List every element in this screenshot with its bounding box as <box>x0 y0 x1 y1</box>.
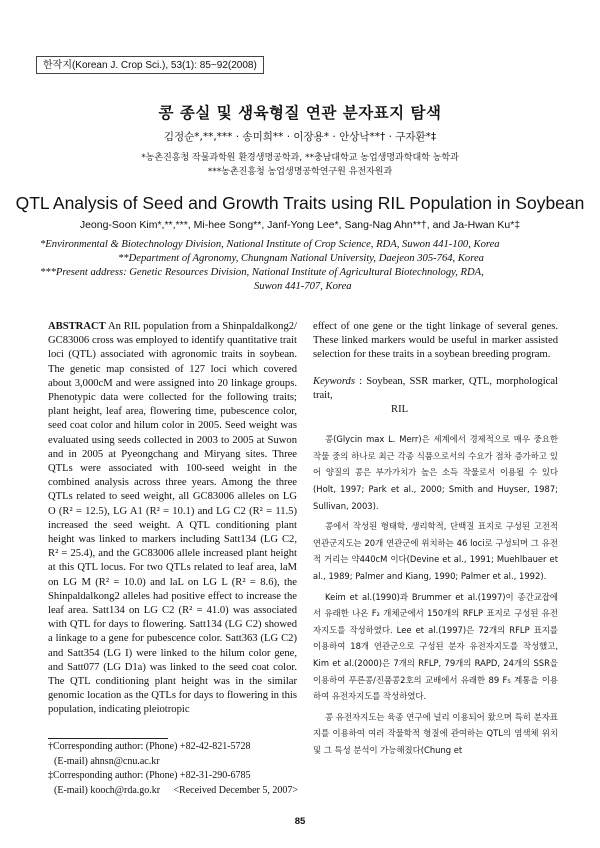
footnote-2: ‡Corresponding author: (Phone) +82-31-290-6785 <box>48 770 251 781</box>
english-affiliation-2: **Department of Agronomy, Chungnam National University, Daejeon 305-764, Korea <box>118 253 484 264</box>
footnote-1-email: (E-mail) ahnsn@cnu.ac.kr <box>54 755 160 767</box>
page-number: 85 <box>294 816 306 827</box>
received-date: <Received December 5, 2007> <box>173 784 298 796</box>
footnote-2-email: (E-mail) kooch@rda.go.kr <box>54 784 161 796</box>
korean-authors: 김정순*,**,*** · 송미희** · 이장용* · 안상낙**† · 구자환*‡ <box>163 131 437 143</box>
body-paragraph-2: 콩에서 작성된 형태학, 생리학적, 단백질 표지로 구성된 고전적 연관군지도는 20개 연관군에 위치하는 46 loci로 구성되며 그 유전적 거리는 약440cM 이다(Devine et al., 1991; Muehlbauer et al., 1989; Palmer and Kiang, 1990; Palmer et al., 1992). <box>313 521 558 581</box>
abstract-label: ABSTRACT <box>48 321 106 332</box>
keywords-label: Keywords <box>313 375 355 387</box>
body-paragraph-4: 콩 유전자지도는 육종 연구에 널리 이용되어 왔으며 특히 분자표지를 이용하여 여러 작물학적 형질에 관여하는 QTL의 염색체 위치 및 그 특성 분석이 가능해졌다(Chung et <box>313 711 558 755</box>
footnote-2-line <box>48 784 298 799</box>
keywords-text: : Soybean, SSR marker, QTL, morphological trait, <box>313 375 558 401</box>
english-affiliation-3: ***Present address: Genetic Resources Division, National Institute of Agricultural Biotechnology, RDA, <box>40 267 484 278</box>
korean-affiliation-2: ***농촌진흥청 농업생명공학연구원 유전자원과 <box>207 167 393 177</box>
footnote-1: †Corresponding author: (Phone) +82-42-821-5728 <box>48 741 251 752</box>
english-title: QTL Analysis of Seed and Growth Traits using RIL Population in Soybean <box>15 193 585 213</box>
korean-title: 콩 종실 및 생육형질 연관 분자표지 탐색 <box>158 104 442 122</box>
english-affiliation-1: *Environmental & Biotechnology Division, National Institute of Crop Science, RDA, Suwon 441-100, Korea <box>40 239 500 250</box>
abstract-column <box>48 320 297 718</box>
abstract-continued: effect of one gene or the tight linkage of several genes. These linked markers would be useful in marker assisted selection for these traits in a soybean breeding program. <box>313 321 558 361</box>
english-affiliation-3-cont: Suwon 441-707, Korea <box>254 281 352 292</box>
right-column <box>313 320 558 759</box>
keywords-line <box>313 375 558 403</box>
korean-affiliation-1: *농촌진흥청 작물과학원 환경생명공학과, **충남대학교 농업생명과학대학 농학과 <box>141 153 459 163</box>
body-paragraph-1: 콩(Glycin max L. Merr)은 세계에서 경제적으로 매우 중요한 작물 중의 하나로 최근 각종 식품으로서의 수요가 점차 증가하고 있어 양질의 콩은 부가가치가 높은 소득 작물로서 이용될 수 있다(Holt, 1997; Park et al., 2000; Smith and Huyser, 1987; Sullivan, 2003). <box>313 434 558 511</box>
keywords-text-cont: RIL <box>391 404 409 416</box>
body-paragraph-3: Keim et al.(1990)과 Brummer et al.(1997)이 종간교잡에서 유래한 나온 F₂ 개체군에서 150개의 RFLP 표지로 구성된 유전자지도를 작성하였다. Lee et al.(1997)은 72개의 RFLP 표지를 이용하여 18개 연관군으로 구성된 분자 유전자지도를 작성했고, Kim et al.(2000)은 7개의 RFLP, 79개의 RAPD, 24개의 SSR을 이용하여 푸른콩/진품콩2호의 교배에서 유래한 89 F₅ 계통을 이용하여 유전자지도를 작성하였다. <box>313 591 558 702</box>
english-authors: Jeong-Soon Kim*,**,***, Mi-hee Song**, Janf-Yong Lee*, Sang-Nag Ahn**†, and Ja-Hwan Ku*‡ <box>79 219 521 231</box>
journal-citation-badge: 한작지(Korean J. Crop Sci.), 53(1): 85~92(2008) <box>36 56 264 74</box>
footnotes <box>48 740 298 798</box>
footnote-divider <box>48 738 168 739</box>
abstract-text: An RIL population from a Shinpaldalkong2/ GC83006 cross was employed to identify quantitative trait loci (QTL) associated with agronomic traits in soybean. The genetic map consisted of 127 loci which covered about 3,000cM and were assigned into 20 linkage groups. Phenotypic data were collected for the following traits; plant height, leaf area, flowering time, pubescence color, seed coat color and hilum color in 2005. Seed weight was evaluated using seeds collected in 2003 to 2005 at Suwon and in 2005 at Pyeongchang and Miryang sites. Three QTLs were associated with 100-seed weight in the combined analysis across three years. Among the three QTLs related to seed weight, all GC83006 alleles on LG O (R² = 12.5), LG A1 (R² = 10.1) and LG C2 (R² = 11.5) increased the seed weight. A QTL conditioning plant height was linked to markers including Satt134 (LG C2, R² = 25.4), and the GC83006 allele increased plant height at this QTL locus. For two QTLs related to leaf area, laM on LG M (R² = 10.0) and laL on LG L (R² = 8.6), the Shinpaldalkong2 alleles had positive effect to increase the leaf area. Satt134 on LG C2 (R² = 41.0) was associated with QTL for days to flowering. Satt134 (LG C2) showed a linkage to a gene for pubescence color. Satt363 (LG C2) and Satt354 (LG I) were linked to the hilum color gene, and Satt077 (LG D1a) was linked to the seed coat color. The QTL conditioning plant height was in the similar genomic location as the QTLs for days to flowering in this population, indicating pleiotropic <box>48 321 297 716</box>
